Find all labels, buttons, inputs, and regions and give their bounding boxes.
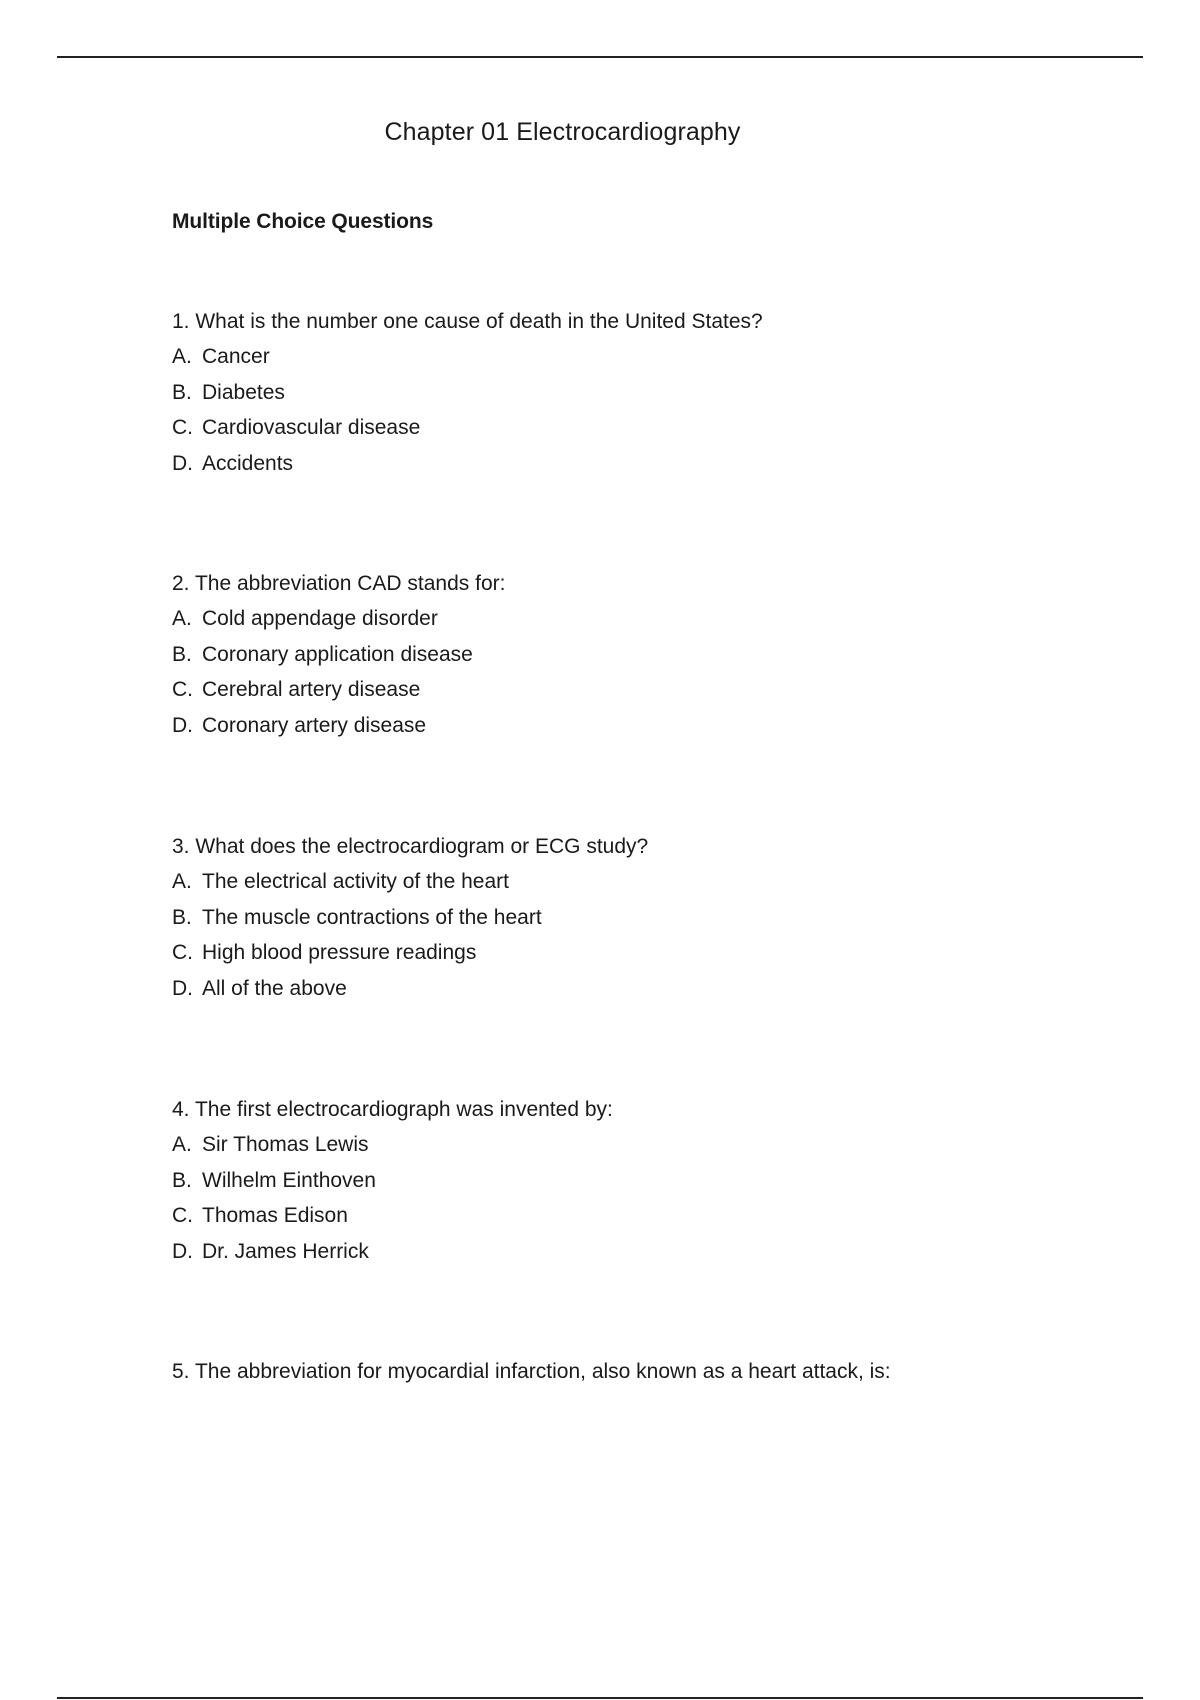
option-c xyxy=(172,1202,1072,1229)
option-text: High blood pressure readings xyxy=(202,941,477,964)
option-letter: C. xyxy=(172,678,193,701)
option-letter: A. xyxy=(172,870,192,893)
option-letter: B. xyxy=(172,1168,192,1192)
option-c xyxy=(172,676,1072,703)
question-4 xyxy=(172,1096,1072,1273)
option-list xyxy=(172,343,1072,477)
option-text: All of the above xyxy=(202,976,347,1000)
option-c xyxy=(172,939,1072,966)
option-letter: D. xyxy=(172,451,193,475)
option-list xyxy=(172,605,1072,739)
option-text: Cardiovascular disease xyxy=(202,416,421,439)
option-text: Thomas Edison xyxy=(202,1204,348,1227)
option-text: Coronary artery disease xyxy=(202,713,427,737)
option-text: Cerebral artery disease xyxy=(202,678,421,701)
option-b xyxy=(172,641,1072,668)
option-d xyxy=(172,450,1072,477)
option-list xyxy=(172,868,1072,1002)
option-letter: D. xyxy=(172,1239,193,1263)
question-stem: 5. The abbreviation for myocardial infarction, also known as a heart attack, is: xyxy=(172,1360,891,1383)
option-text: Cold appendage disorder xyxy=(202,607,438,630)
question-1 xyxy=(172,308,1072,485)
section-heading: Multiple Choice Questions xyxy=(172,210,434,233)
option-a xyxy=(172,605,1072,632)
option-text: Cancer xyxy=(202,345,270,368)
question-3 xyxy=(172,833,1072,1010)
option-letter: B. xyxy=(172,642,192,666)
option-text: The electrical activity of the heart xyxy=(202,870,509,893)
option-letter: D. xyxy=(172,713,193,737)
option-c xyxy=(172,414,1072,441)
question-stem: 3. What does the electrocardiogram or ECG study? xyxy=(172,835,649,858)
question-5 xyxy=(172,1358,1072,1393)
question-stem: 2. The abbreviation CAD stands for: xyxy=(172,572,506,595)
option-text: Diabetes xyxy=(202,380,285,404)
option-text: Dr. James Herrick xyxy=(202,1239,369,1263)
top-rule xyxy=(57,56,1143,58)
option-a xyxy=(172,1131,1072,1158)
bottom-rule xyxy=(57,1697,1143,1699)
option-letter: A. xyxy=(172,607,192,630)
document-title: Chapter 01 Electrocardiography xyxy=(384,118,741,146)
option-letter: A. xyxy=(172,1133,192,1156)
option-text: Sir Thomas Lewis xyxy=(202,1133,369,1156)
option-text: The muscle contractions of the heart xyxy=(202,905,542,929)
option-b xyxy=(172,1167,1072,1194)
question-stem: 1. What is the number one cause of death in the United States? xyxy=(172,310,763,333)
option-list xyxy=(172,1131,1072,1265)
option-d xyxy=(172,1238,1072,1265)
question-stem: 4. The first electrocardiograph was invented by: xyxy=(172,1098,613,1121)
option-letter: C. xyxy=(172,416,193,439)
question-2 xyxy=(172,570,1072,747)
option-letter: D. xyxy=(172,976,193,1000)
option-a xyxy=(172,343,1072,370)
option-letter: A. xyxy=(172,345,192,368)
option-d xyxy=(172,712,1072,739)
option-letter: C. xyxy=(172,1204,193,1227)
option-b xyxy=(172,379,1072,406)
option-text: Accidents xyxy=(202,451,294,475)
option-letter: C. xyxy=(172,941,193,964)
option-letter: B. xyxy=(172,905,192,929)
option-text: Coronary application disease xyxy=(202,642,473,666)
option-text: Wilhelm Einthoven xyxy=(202,1168,376,1192)
option-b xyxy=(172,904,1072,931)
option-letter: B. xyxy=(172,380,192,404)
option-a xyxy=(172,868,1072,895)
option-d xyxy=(172,975,1072,1002)
